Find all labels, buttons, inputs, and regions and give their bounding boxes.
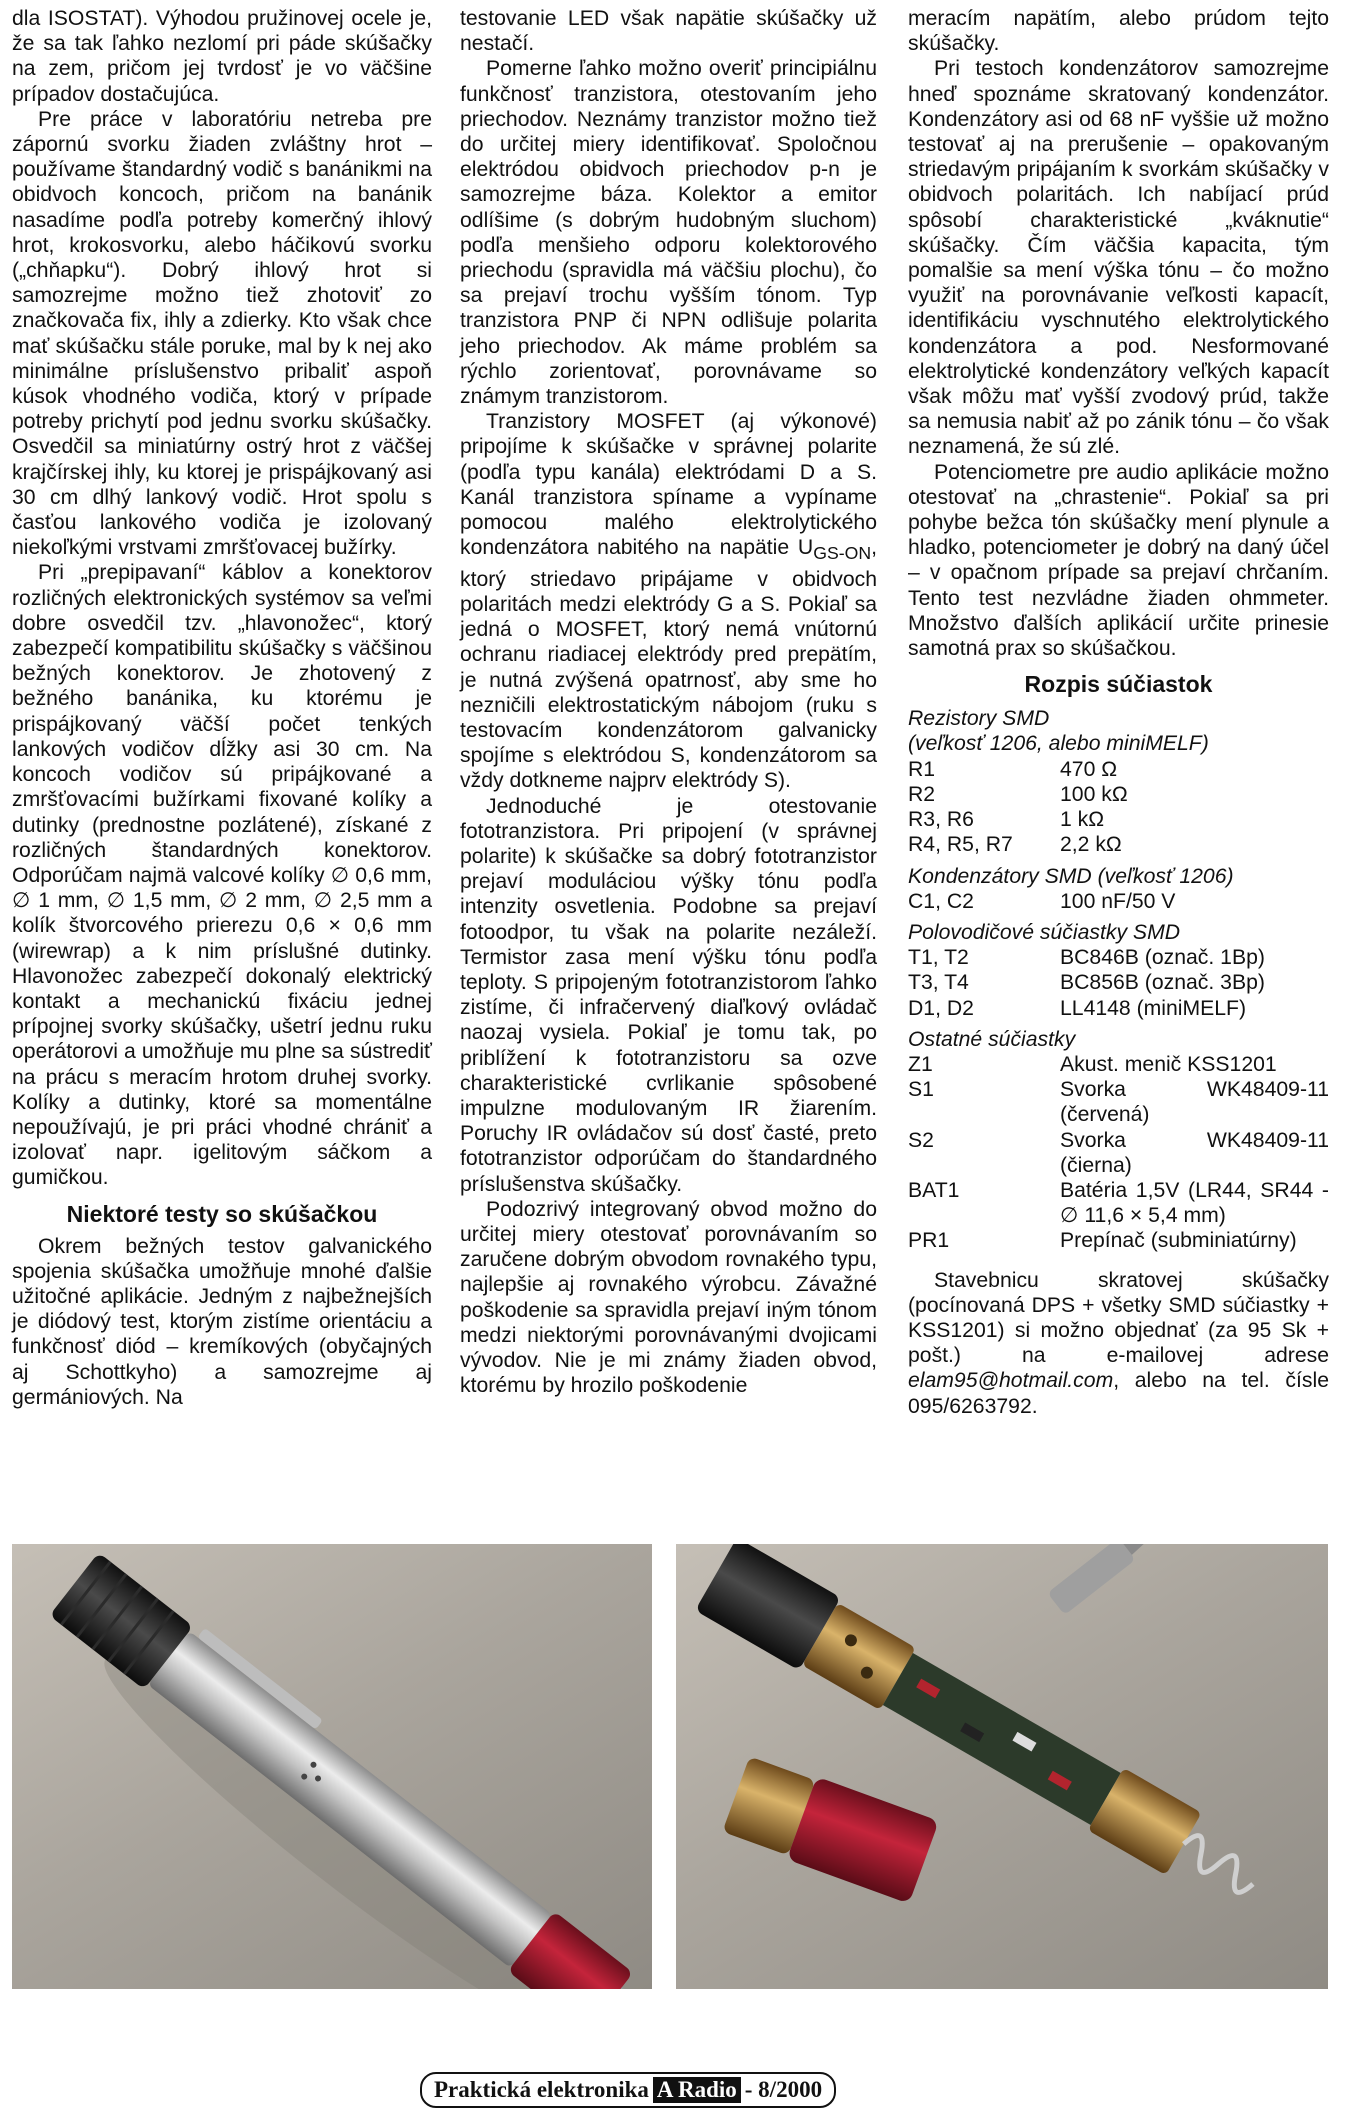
parts-row — [908, 757, 1329, 782]
part-ref: R1 — [908, 757, 936, 781]
paragraph-mosfet — [460, 409, 877, 793]
parts-row — [908, 1178, 1329, 1228]
tester-parts-illustration — [676, 1544, 1328, 1989]
part-ref: PR1 — [908, 1229, 950, 1253]
part-value: 100 kΩ — [1060, 782, 1128, 806]
part-value: BC856B (označ. 3Bp) — [1060, 971, 1265, 995]
email-address: elam95@hotmail.com — [908, 1369, 1114, 1393]
parts-row — [908, 1128, 1329, 1178]
tester-pen-illustration — [12, 1544, 652, 1989]
paragraph: Pomerne ľahko možno overiť principiálnu funkčnosť tranzistora, otestovaním jeho priechodov. Neznámy tranzistor možno tiež do určitej miery identifikovať. Spoločnou elektródou obidvoch priechodov p-n je samozrejme báza. Kolektor a emitor odlíšime (s dobrým hudobným sluchom) podľa menšieho odporu kolektorového priechodu (spravidla má väčšiu plochu), čo sa prejaví trochu vyšším tónom. Typ tranzistora PNP či NPN odlišuje polarita jeho priechodov. Ak máme problém sa rýchlo zorientovať, porovnávame so známym tranzistorom. — [460, 57, 877, 409]
parts-row — [908, 1228, 1329, 1253]
paragraph: Pri „prepipavaní“ káblov a konektorov rozličných elektronických systémov sa veľmi dobre osvedčil tzv. „hlavonožec“, ktorý zabezpečí kompatibilitu skúšačky s väčšinou bežných konektorov. Je zhotovený z bežného banánika, ku ktorému je prispájkovaný väčší počet tenkých lankových vodičov dĺžky asi 30 cm. Na koncoch vodičov sú pripájkované a zmršťovacími bužírkami fixované kolíky a dutinky (prednostne pozlátené), získané z rozličných štandardných konektorov. Odporúčam najmä valcové kolíky ∅ 0,6 mm, ∅ 1 mm, ∅ 1,5 mm, ∅ 2 mm, ∅ 2,5 mm a kolík štvorcového prierezu 0,6 × 0,6 mm (wirewrap) a k nim príslušné dutinky. Hlavonožec zabezpečí dokonalý elektrický kontakt a mechanickú fixáciu jednej prípojnej svorky skúšačky, ušetrí jednu ruku operátorovi a umožňuje mu plne sa sústrediť na prácu s meracím hrotom druhej svorky. Kolíky a dutinky, ktoré sa momentálne nepoužívajú, je pri práci vhodné chrániť a izolovať napr. igelitovým sáčkom a gumičkou. — [12, 561, 432, 1190]
text-fragment: Stavebnicu skratovej skúšačky (pocínovaná DPS + všetky SMD súčiastky + KSS1201) si možno objednať (za 95 Sk + pošt.) na e-mailovej adrese — [908, 1268, 1329, 1368]
magazine-title: Praktická elektronika — [434, 2077, 649, 2102]
photo-disassembled-tester — [676, 1544, 1328, 1989]
part-value: Akust. menič KSS1201 — [1060, 1052, 1277, 1076]
photo-assembled-tester — [12, 1544, 652, 1989]
parts-row — [908, 996, 1329, 1021]
paragraph: testovanie LED však napätie skúšačky už nestačí. — [460, 7, 877, 56]
metal-tube — [148, 1631, 552, 1968]
parts-row — [908, 970, 1329, 995]
parts-row — [908, 782, 1329, 807]
part-value: 2,2 kΩ — [1060, 833, 1122, 857]
parts-row — [908, 889, 1329, 914]
parts-group-title: Kondenzátory SMD (veľkosť 1206) — [908, 864, 1234, 888]
part-value: Svorka WK48409-11 (červená) — [1060, 1078, 1329, 1127]
text-fragment: , ktorý striedavo pripájame v obidvoch polaritách medzi elektródy G a S. Pokiaľ sa jedná o MOSFET, ktorý nemá vnútornú ochranu riadiacej elektródy pred prepätím, je nutná zvýšená opatrnosť, aby sme ho nezničili elektrostatickým nábojom (ruku s testovacím kondenzátorom galvanicky spojíme s elektródou S, kondenzátorom sa vždy dotkneme najprv elektródy S). — [460, 536, 877, 793]
part-ref: R3, R6 — [908, 808, 974, 832]
parts-group-subtitle: (veľkosť 1206, alebo miniMELF) — [908, 732, 1209, 756]
part-ref: D1, D2 — [908, 996, 974, 1020]
text-fragment: Tranzistory MOSFET (aj výkonové) pripojíme k skúšačke v správnej polarite (podľa typu kanála) elektródami D a S. Kanál tranzistora spíname a vypíname pomocou malého elektrolytického kondenzátora nabitého na napätie U — [460, 410, 877, 560]
column-3 — [908, 6, 1329, 1419]
probe-tip-icon — [1047, 1544, 1135, 1615]
part-value: 100 nF/50 V — [1060, 889, 1176, 913]
magazine-brand: A Radio — [653, 2077, 741, 2103]
pcb-board — [883, 1653, 1121, 1825]
text-fragment: , alebo na tel. čísle 095/6263792. — [908, 1369, 1329, 1418]
part-ref: T1, T2 — [908, 946, 969, 970]
issue-number: - 8/2000 — [744, 2077, 823, 2102]
part-ref: T3, T4 — [908, 971, 969, 995]
part-value: BC846B (označ. 1Bp) — [1060, 946, 1265, 970]
spring-icon — [1176, 1831, 1260, 1897]
parts-group-title: Ostatné súčiastky — [908, 1027, 1076, 1051]
paragraph: Jednoduché je otestovanie fototranzistora. Pri pripojení (v správnej polarite) k skúšačke sa dobrý fototranzistor prejaví moduláciou výšky tónu podľa intenzity osvetlenia. Podobne sa prejaví fotoodpor, tu však na polarite nezáleží. Termistor zasa mení výšku tónu podľa teploty. S pripojeným fototranzistorom ľahko zistíme, či infračervený diaľkový ovládač naozaj vysiela. Pokiaľ je tomu tak, po priblížení k fototranzistoru sa ozve charakteristické cvrlikanie spôsobené impulzne modulovaným IR žiarením. Poruchy IR ovládačov sú dosť časté, preto fototranzistor odporúčam do štandardného príslušenstva skúšačky. — [460, 794, 877, 1196]
part-ref: S1 — [908, 1078, 934, 1102]
paragraph: meracím napätím, alebo prúdom tejto skúšačky. — [908, 7, 1329, 56]
part-value: LL4148 (miniMELF) — [1060, 996, 1247, 1020]
paragraph: dla ISOSTAT). Výhodou pružinovej ocele je, že sa tak ľahko nezlomí pri páde skúšačky na zem, pričom jej tvrdosť je vo väčšine prípadov dostačujúca. — [12, 7, 432, 106]
parts-row — [908, 832, 1329, 857]
parts-row — [908, 807, 1329, 832]
paragraph: Pre práce v laboratóriu netreba pre zápornú svorku žiaden zvláštny hrot – používame štandardný vodič s banánikmi na obidvoch koncoch, pričom na banánik nasadíme podľa potreby komerčný ihlový hrot, krokosvorku, alebo háčikovú svorku („chňapku“). Dobrý ihlový hrot si samozrejme možno tiež zhotoviť zo značkovača fix, ihly a zdierky. Kto však chce mať skúšačku stále poruke, mal by k nej ako minimálne príslušenstvo pribaliť aspoň kúsok vhodného vodiča, ktorý v prípade potreby prichytí pod jednu svorku skúšačky. Osvedčil sa miniatúrny ostrý hrot z väčšej krajčírskej ihly, ku ktorej je prispájkovaný asi 30 cm dlhý lankový vodič. Hrot spolu s časťou lankového vodiča je izolovaný niekoľkými vrstvami zmršťovacej bužírky. — [12, 107, 432, 560]
paragraph: Pri testoch kondenzátorov samozrejme hneď spoznáme skratovaný kondenzátor. Kondenzátory asi od 68 nF vyššie už možno testovať aj na prerušenie – opakovaným striedavým pripájaním k svorkám skúšačky v obidvoch polaritách. Ich nabíjací prúd spôsobí charakteristické „kváknutie“ skúšačky. Čím väčšia kapacita, tým pomalšie sa mení výška tónu – čo možno využiť na porovnávanie veľkosti kapacít, identifikáciu vyschnutého elektrolytického kondenzátora a pod. Nesformované elektrolytické kondenzátory veľkých kapacít však môžu mať vyšší zvodový prúd, takže sa nemusia nabiť až po zánik tónu – čo však neznamená, že sú zlé. — [908, 57, 1329, 459]
parts-group-title: Polovodičové súčiastky SMD — [908, 920, 1181, 944]
part-ref: BAT1 — [908, 1178, 960, 1202]
part-ref: R2 — [908, 782, 936, 806]
page-footer — [420, 2072, 836, 2108]
order-note — [908, 1268, 1329, 1419]
parts-group-title: Rezistory SMD — [908, 707, 1050, 731]
part-ref: C1, C2 — [908, 889, 974, 913]
part-value: Prepínač (subminiatúrny) — [1060, 1229, 1297, 1253]
part-ref: S2 — [908, 1128, 934, 1152]
section-heading: Niektoré testy so skúšačkou — [66, 1200, 378, 1227]
part-value: Svorka WK48409-11 (čierna) — [1060, 1128, 1329, 1177]
part-ref: R4, R5, R7 — [908, 833, 1013, 857]
part-value: 1 kΩ — [1060, 808, 1105, 832]
part-ref: Z1 — [908, 1052, 933, 1076]
paragraph: Podozrivý integrovaný obvod možno do určitej miery otestovať porovnávaním so zaručene dobrým obvodom rovnakého typu, najlepšie aj rovnakého výrobcu. Závažné poškodenie sa spravidla prejaví iným tónom medzi niektorými porovnávanými dvojicami vývodov. Nie je mi známy žiaden obvod, ktorému by hrozilo poškodenie — [460, 1197, 877, 1398]
paragraph: Potenciometre pre audio aplikácie možno otestovať na „chrastenie“. Pokiaľ sa pri pohybe bežca tón skúšačky mení plynule a hladko, potenciometer je dobrý na daný účel – v opačnom prípade sa prejaví chrčaním. Tento test nezvládne žiaden ohmmeter. Množstvo ďalších aplikácií určite prinesie samotná prax so skúšačkou. — [908, 460, 1329, 661]
paragraph: Okrem bežných testov galvanického spojenia skúšačka umožňuje mnohé ďalšie užitočné aplikácie. Jedným z najbežnejších je diódový test, ktorým zistíme orientáciu a funkčnosť diód – kremíkových (obyčajných aj Schottkyho) a samozrejme aj germániových. Na — [12, 1234, 432, 1409]
subscript: GS-ON — [813, 543, 872, 564]
parts-row — [908, 1052, 1329, 1077]
part-value: 470 Ω — [1060, 757, 1118, 781]
column-1 — [12, 6, 432, 1410]
parts-row — [908, 1077, 1329, 1127]
parts-row — [908, 945, 1329, 970]
parts-list — [908, 706, 1329, 1418]
part-value: Batéria 1,5V (LR44, SR44 - ∅ 11,6 × 5,4 mm) — [1060, 1178, 1329, 1228]
column-2 — [460, 6, 877, 1398]
section-heading: Rozpis súčiastok — [1024, 671, 1213, 698]
